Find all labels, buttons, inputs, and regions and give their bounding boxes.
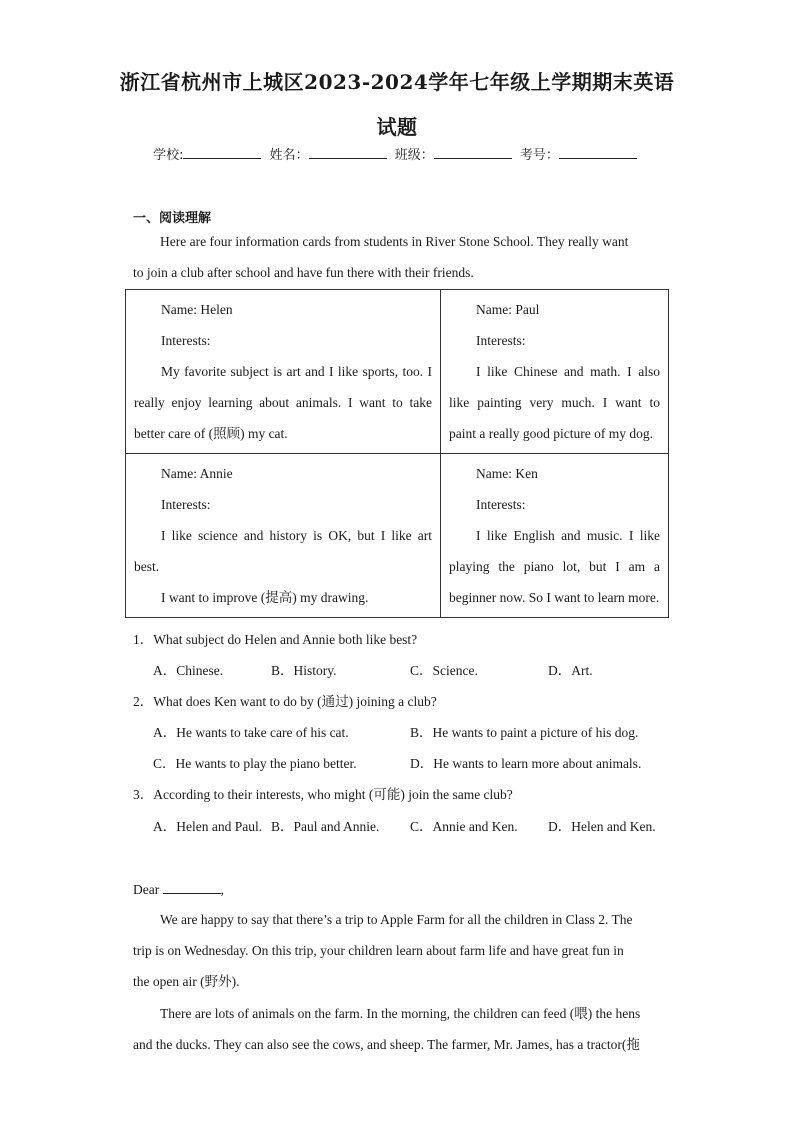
student-info-row bbox=[0, 144, 794, 163]
q1-option-a[interactable]: A．Chinese. bbox=[153, 663, 224, 678]
q1-option-b[interactable]: B．History. bbox=[271, 663, 337, 678]
school-blank[interactable] bbox=[183, 144, 261, 159]
card-body-extra: I want to improve (提高) my drawing. bbox=[161, 590, 369, 605]
intro-line: to join a club after school and have fun there with their friends. bbox=[133, 265, 474, 280]
letter-line: and the ducks. They can also see the cows, and sheep. The farmer, Mr. James, has a tractor(拖 bbox=[133, 1037, 640, 1052]
card-body: I like Chinese and math. I also like painting very much. I want to paint a really good picture of my dog. bbox=[449, 364, 660, 441]
card-interests-label: Interests: bbox=[161, 497, 211, 512]
dear-blank[interactable] bbox=[163, 879, 221, 894]
q1-option-d[interactable]: D．Art. bbox=[548, 663, 593, 678]
card-body: My favorite subject is art and I like sports, too. I really enjoy learning about animals. I want to take better care of (照顾) my cat. bbox=[134, 364, 432, 441]
q3-option-b[interactable]: B．Paul and Annie. bbox=[271, 819, 380, 834]
card-interests-label: Interests: bbox=[476, 497, 526, 512]
question-2-stem: 2．What does Ken want to do by (通过) joining a club? bbox=[133, 694, 437, 709]
card-ken bbox=[441, 454, 669, 618]
class-label: 班级： bbox=[394, 148, 434, 163]
school-label: 学校: bbox=[153, 148, 184, 163]
card-interests-label: Interests: bbox=[161, 333, 211, 348]
letter-paragraph-2-cont bbox=[133, 1029, 661, 1060]
question-3-stem: 3．According to their interests, who might (可能) join the same club? bbox=[133, 787, 513, 802]
card-annie bbox=[126, 454, 441, 618]
card-name: Name: Helen bbox=[161, 302, 233, 317]
q2-option-b[interactable]: B．He wants to paint a picture of his dog. bbox=[410, 725, 639, 740]
number-blank[interactable] bbox=[559, 144, 637, 159]
dear-word: Dear bbox=[133, 882, 160, 897]
card-body: I like English and music. I like playing the piano lot, but I am a beginner now. So I want to learn more. bbox=[449, 528, 660, 605]
exam-title-line2: 试题 bbox=[376, 115, 418, 139]
name-label: 姓名： bbox=[269, 148, 309, 163]
card-interests-label: Interests: bbox=[476, 333, 526, 348]
letter-paragraph-1 bbox=[133, 904, 661, 935]
intro-paragraph-cont bbox=[133, 257, 661, 288]
q2-option-a[interactable]: A．He wants to take care of his cat. bbox=[153, 725, 349, 740]
q1-option-c[interactable]: C．Science. bbox=[410, 663, 478, 678]
info-cards-table bbox=[125, 289, 669, 618]
card-name: Name: Paul bbox=[476, 302, 540, 317]
letter-line: trip is on Wednesday. On this trip, your children learn about farm life and have great fun in bbox=[133, 943, 624, 958]
card-name: Name: Ken bbox=[476, 466, 538, 481]
question-1-stem: 1．What subject do Helen and Annie both like best? bbox=[133, 632, 418, 647]
exam-title-line1: 浙江省杭州市上城区2023-2024学年七年级上学期期末英语 bbox=[119, 70, 675, 94]
letter-line: We are happy to say that there’s a trip to Apple Farm for all the children in Class 2. The bbox=[160, 912, 633, 927]
q3-option-a[interactable]: A．Helen and Paul. bbox=[153, 819, 263, 834]
letter-paragraph-1-cont bbox=[133, 935, 661, 997]
letter-line: There are lots of animals on the farm. In the morning, the children can feed (喂) the hens bbox=[160, 1006, 641, 1021]
number-label: 考号： bbox=[519, 148, 559, 163]
letter-line: the open air (野外). bbox=[133, 974, 240, 989]
name-blank[interactable] bbox=[309, 144, 387, 159]
section-heading: 一、阅读理解 bbox=[133, 211, 212, 226]
card-name: Name: Annie bbox=[161, 466, 233, 481]
q3-option-d[interactable]: D．Helen and Ken. bbox=[548, 819, 656, 834]
dear-comma: , bbox=[220, 882, 224, 897]
letter-salutation bbox=[133, 879, 224, 898]
class-blank[interactable] bbox=[434, 144, 512, 159]
card-body: I like science and history is OK, but I like art best. bbox=[134, 528, 432, 574]
q2-option-c[interactable]: C．He wants to play the piano better. bbox=[153, 756, 357, 771]
intro-line: Here are four information cards from students in River Stone School. They really want bbox=[160, 234, 629, 249]
card-helen bbox=[126, 290, 441, 454]
card-paul bbox=[441, 290, 669, 454]
intro-paragraph bbox=[133, 226, 661, 257]
letter-paragraph-2 bbox=[133, 998, 661, 1029]
q2-option-d[interactable]: D．He wants to learn more about animals. bbox=[410, 756, 642, 771]
q3-option-c[interactable]: C．Annie and Ken. bbox=[410, 819, 518, 834]
